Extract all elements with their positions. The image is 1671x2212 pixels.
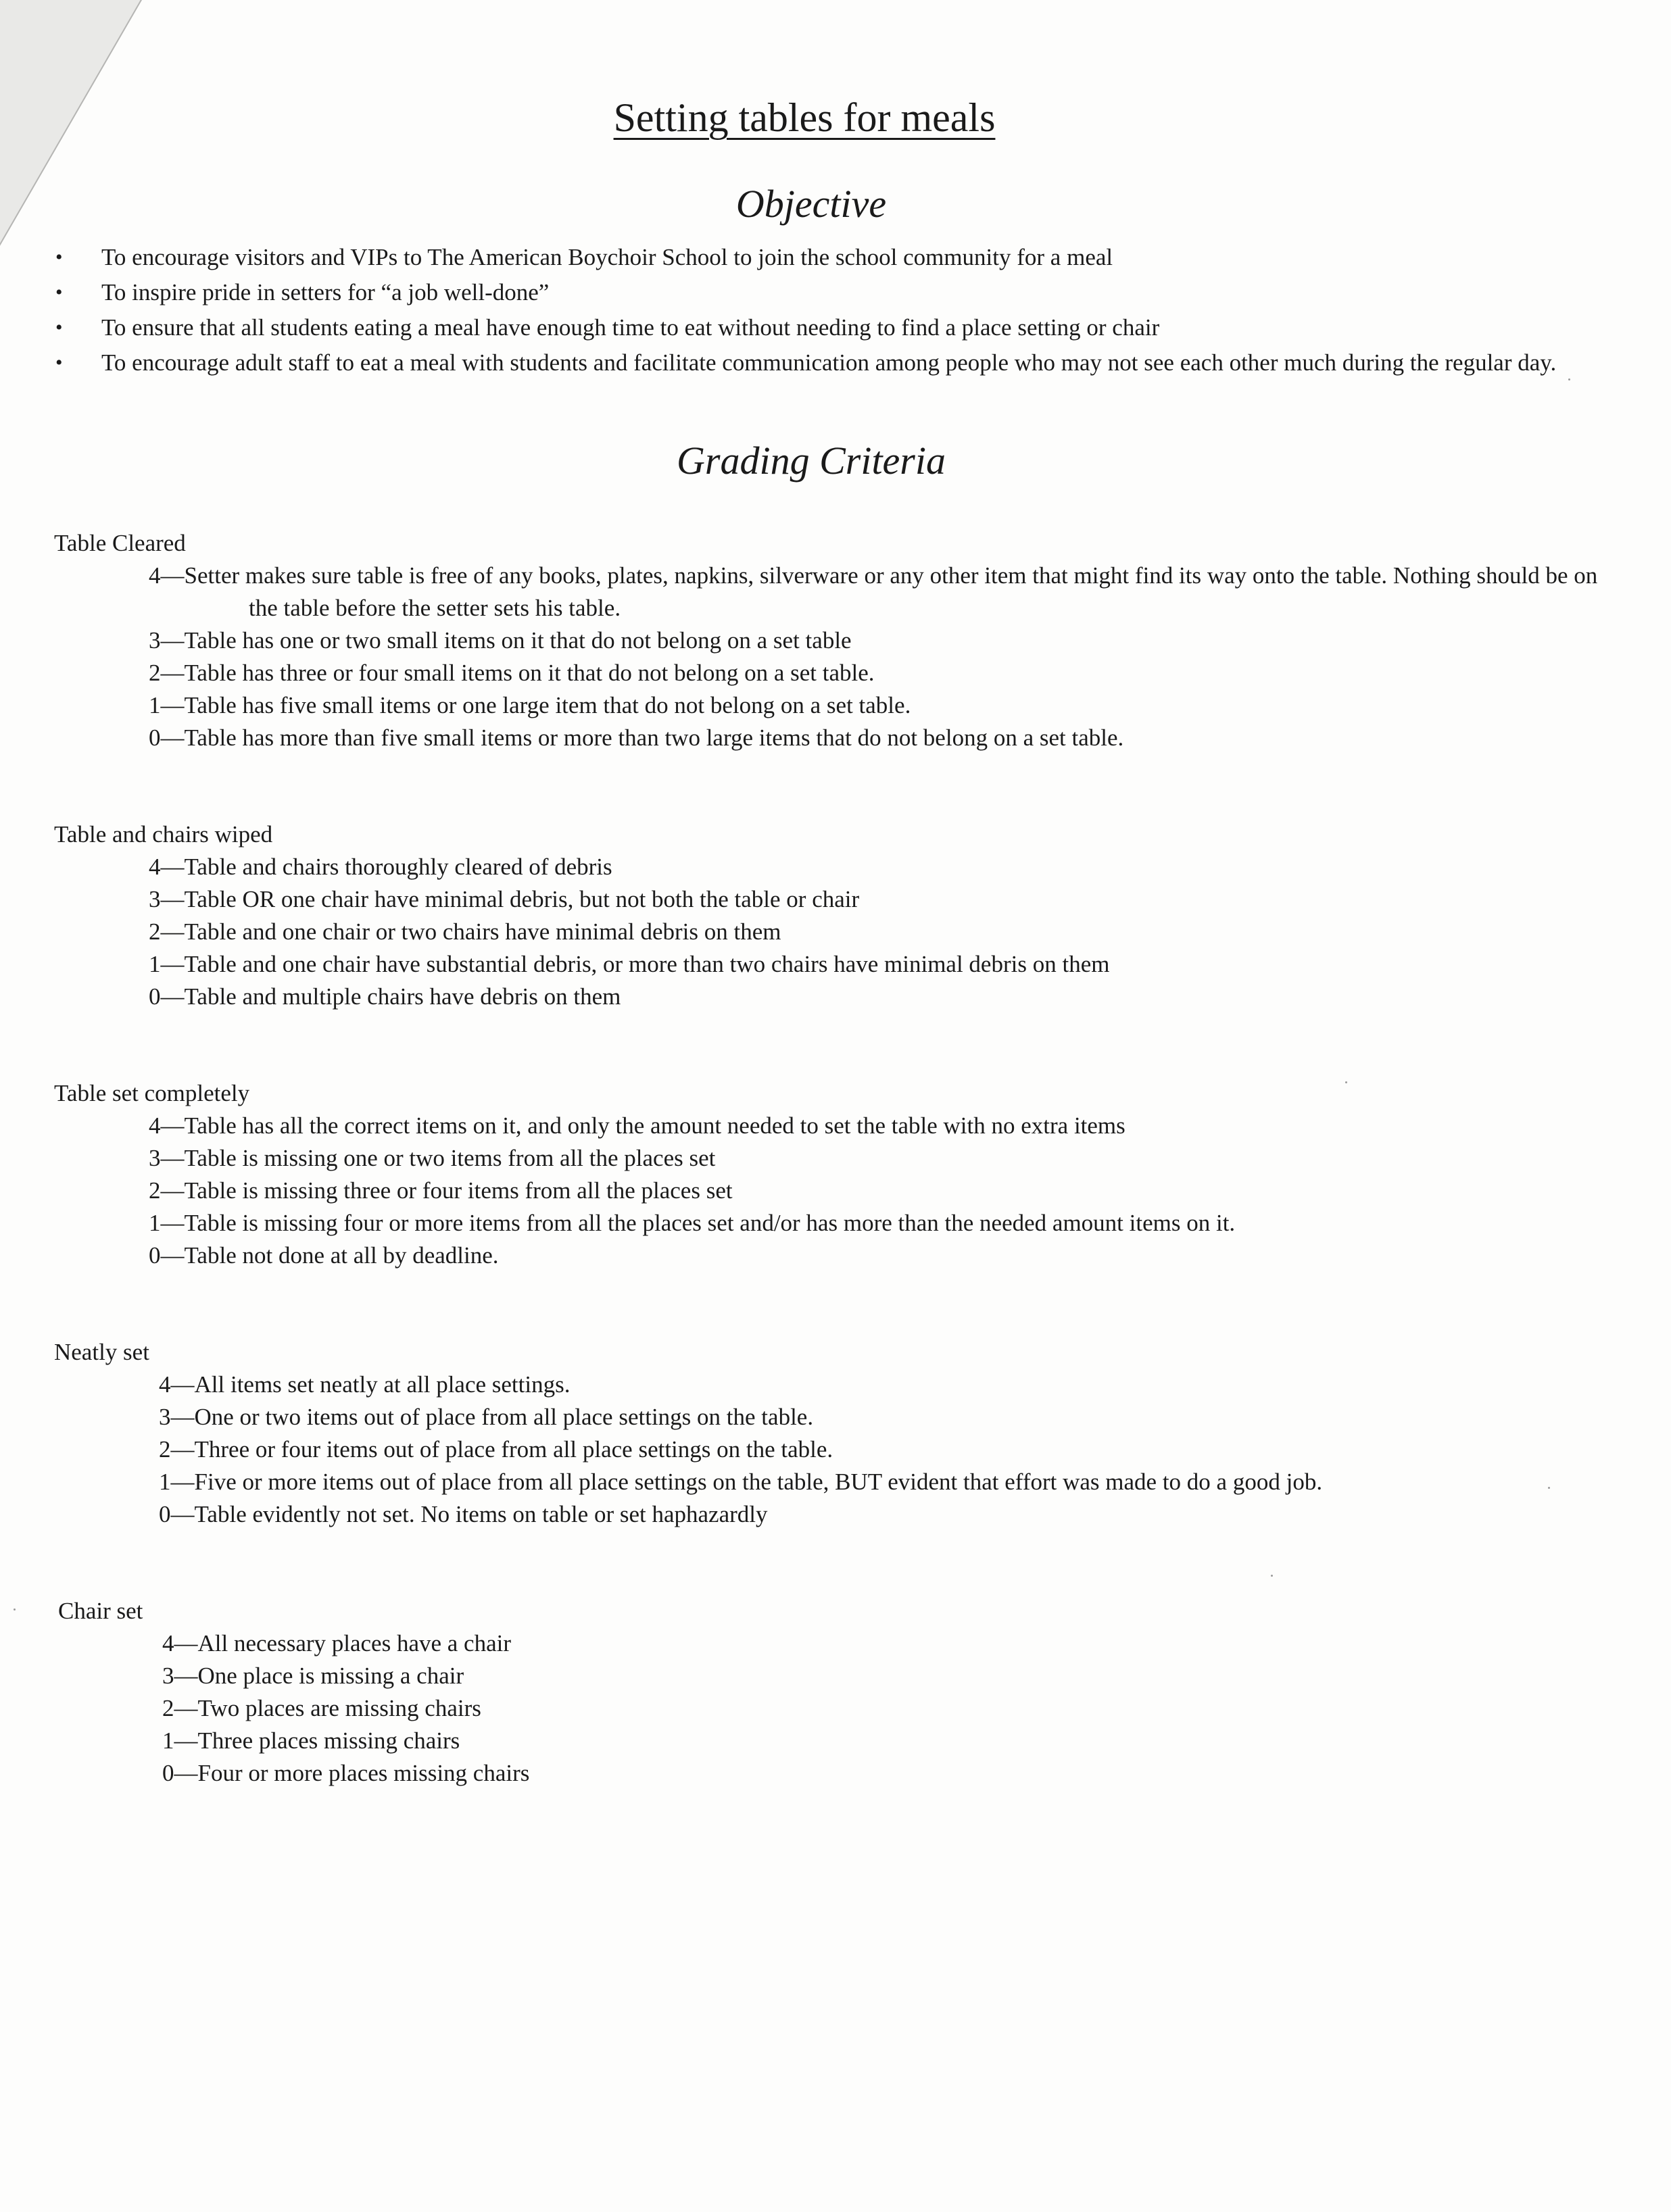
page-title: Setting tables for meals — [613, 95, 996, 140]
grading-criteria — [54, 527, 1609, 1854]
criterion-levels — [54, 1627, 1609, 1790]
objective-text: To encourage adult staff to eat a meal with students and facilitate communication among people who may not see each other much during the regular day. — [101, 349, 1557, 376]
scan-speck — [1548, 1487, 1550, 1489]
level-item: 1—Table is missing four or more items from all the places set and/or has more than the needed amount items on it. — [149, 1210, 1236, 1236]
level-item: 3—Table OR one chair have minimal debris, but not both the table or chair — [149, 886, 860, 912]
objective-item — [53, 275, 1594, 310]
criterion-table-and-chairs-wiped — [54, 818, 1609, 1013]
level-item: 0—Table has more than five small items or more than two large items that do not belong on a set table. — [149, 724, 1124, 751]
objectives-list — [53, 240, 1594, 380]
scan-speck — [14, 1608, 16, 1611]
bullet-icon: • — [55, 246, 63, 268]
level-item: 1—Three places missing chairs — [162, 1727, 460, 1754]
objective-item — [53, 240, 1594, 275]
criterion-levels — [54, 1110, 1609, 1272]
grading-criteria-heading: Grading Criteria — [677, 439, 946, 483]
scan-speck — [1271, 1575, 1273, 1577]
criterion-levels — [54, 851, 1609, 1013]
level-item: 3—Table has one or two small items on it that do not belong on a set table — [149, 627, 852, 654]
scan-speck — [1568, 378, 1570, 380]
bullet-icon: • — [55, 281, 63, 303]
criterion-table-set-completely — [54, 1077, 1609, 1272]
level-item: 2—Two places are missing chairs — [162, 1695, 481, 1721]
level-item: 0—Table not done at all by deadline. — [149, 1242, 499, 1269]
level-item: 2—Table has three or four small items on it that do not belong on a set table. — [149, 660, 875, 686]
level-item: 2—Table and one chair or two chairs have minimal debris on them — [149, 918, 781, 945]
objective-heading: Objective — [735, 182, 887, 226]
bullet-icon: • — [55, 351, 63, 374]
level-item: 4—Table has all the correct items on it, and only the amount needed to set the table with no extra items — [149, 1112, 1125, 1139]
level-item: 3—One or two items out of place from all place settings on the table. — [159, 1404, 814, 1430]
criterion-title: Table Cleared — [54, 530, 186, 556]
criterion-levels — [54, 560, 1609, 754]
criterion-title: Neatly set — [54, 1339, 149, 1365]
objective-item — [53, 345, 1594, 380]
level-item: 3—Table is missing one or two items from all the places set — [149, 1145, 716, 1171]
objective-item — [53, 310, 1594, 345]
level-item: 1—Table and one chair have substantial debris, or more than two chairs have minimal debris on them — [149, 951, 1110, 977]
level-item: 2—Three or four items out of place from all place settings on the table. — [159, 1436, 833, 1463]
criterion-title: Table set completely — [54, 1080, 250, 1106]
criterion-title: Chair set — [58, 1598, 143, 1624]
scan-speck — [1345, 1081, 1347, 1083]
criterion-title: Table and chairs wiped — [54, 821, 273, 847]
level-item: 4—Setter makes sure table is free of any books, plates, napkins, silverware or any other item that might find its way onto the table. Nothing should be on the table before the setter sets his table. — [149, 562, 1598, 621]
level-item: 0—Four or more places missing chairs — [162, 1760, 530, 1786]
level-item: 1—Table has five small items or one large item that do not belong on a set table. — [149, 692, 911, 718]
criterion-levels — [54, 1369, 1609, 1531]
level-item: 4—Table and chairs thoroughly cleared of debris — [149, 854, 612, 880]
criterion-table-cleared — [54, 527, 1609, 754]
criterion-neatly-set — [54, 1336, 1609, 1531]
objective-text: To encourage visitors and VIPs to The American Boychoir School to join the school community for a meal — [101, 244, 1113, 270]
level-item: 2—Table is missing three or four items from all the places set — [149, 1177, 733, 1204]
objective-text: To inspire pride in setters for “a job well-done” — [101, 279, 550, 305]
level-item: 4—All necessary places have a chair — [162, 1630, 512, 1656]
objective-text: To ensure that all students eating a meal have enough time to eat without needing to find a place setting or chair — [101, 314, 1160, 341]
level-item: 0—Table and multiple chairs have debris on them — [149, 983, 621, 1010]
level-item: 3—One place is missing a chair — [162, 1663, 464, 1689]
level-item: 0—Table evidently not set. No items on table or set haphazardly — [159, 1501, 768, 1527]
criterion-chair-set — [54, 1595, 1609, 1790]
bullet-icon: • — [55, 316, 63, 339]
level-item: 4—All items set neatly at all place settings. — [159, 1371, 571, 1398]
level-item: 1—Five or more items out of place from all place settings on the table, BUT evident that effort was made to do a good job. — [159, 1469, 1323, 1495]
